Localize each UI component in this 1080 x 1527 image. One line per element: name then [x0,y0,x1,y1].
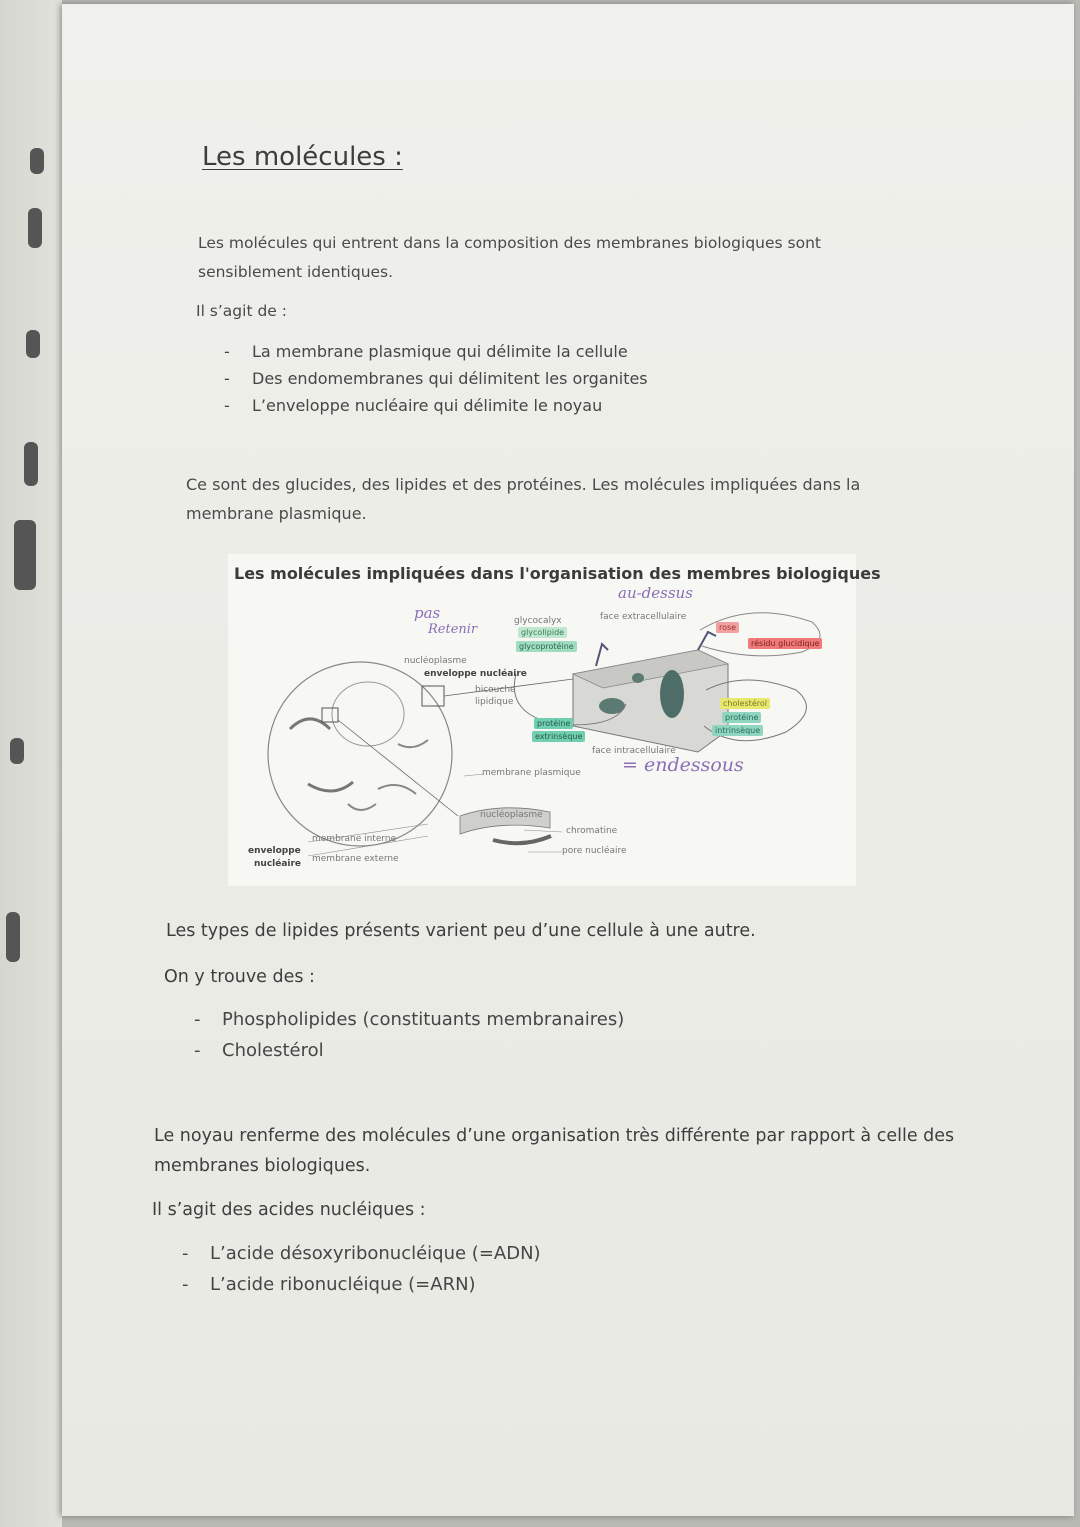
label-rose: rose [716,622,739,633]
organelle [348,804,376,810]
label-glycocalyx: glycocalyx [514,616,562,626]
label-bicouche: bicouche [475,685,516,695]
label-extrinseque: extrinsèque [532,731,585,742]
label-membrane-externe: membrane externe [312,854,399,864]
label-nucleoplasme-detail: nucléoplasme [480,810,543,820]
punch-hole [24,442,38,486]
zoom-line [338,720,458,816]
membrane-list [224,338,648,419]
label-glycolipide: glycolipide [518,627,567,638]
leader-line [464,774,484,776]
organelle [378,785,416,794]
handwritten-note: au-dessus [618,584,693,602]
membrane-figure [228,554,881,886]
section2-line-2: membrane plasmique. [186,504,367,523]
label-enveloppe-nucleaire: enveloppe nucléaire [424,669,527,679]
nucleus-line-2: membranes biologiques. [154,1156,371,1176]
glycolipid-chain [596,644,608,666]
label-chromatine: chromatine [566,826,618,836]
label-nucleoplasme: nucléoplasme [404,656,467,666]
intro-line-2: sensiblement identiques. [198,263,394,281]
handwritten-note: Retenir [428,622,478,637]
section2-paragraph [186,470,860,528]
label-enveloppe: enveloppe [248,846,301,856]
lipids-lead: On y trouve des : [164,967,315,987]
label-residu-glucidique: résidu glucidique [748,638,822,649]
nucleus-paragraph [154,1121,954,1181]
label-face-intracellulaire: face intracellulaire [592,746,676,756]
lipids-paragraph: Les types de lipides présents varient peu d’une cellule à une autre. [166,921,756,941]
list-item: - Phospholipides (constituants membranaires) [194,1009,625,1030]
handwritten-note: = endessous [622,754,744,776]
punch-hole [10,738,24,764]
figure-title: Les molécules impliquées dans l'organisation des membres biologiques [234,564,881,583]
punch-hole [14,520,36,590]
label-lipidique: lipidique [475,697,514,707]
organelle [398,740,428,747]
label-glycoproteine: glycoprotéine [516,641,577,652]
intro-lead: Il s’agit de : [196,302,287,320]
handwritten-note: pas [414,604,441,622]
binder-edge [0,0,62,1527]
list-item: - L’enveloppe nucléaire qui délimite le noyau [224,396,603,415]
label-cholesterol: cholestérol [720,698,770,709]
section2-line-1: Ce sont des glucides, des lipides et des protéines. Les molécules impliquées dans la [186,475,861,494]
label-pore-nucleaire: pore nucléaire [562,846,627,856]
label-nucleaire: nucléaire [254,859,302,869]
label-face-extracellulaire: face extracellulaire [600,612,687,622]
protein [632,673,644,683]
leader-line [524,830,562,832]
label-membrane-interne: membrane interne [312,834,397,844]
intro-line-1: Les molécules qui entrent dans la composition des membranes biologiques sont [198,234,821,252]
list-item: - L’acide désoxyribonucléique (=ADN) [182,1243,541,1264]
punch-hole [30,148,44,174]
cell-outline [268,662,452,846]
punch-hole [28,208,42,248]
punch-hole [6,912,20,962]
organelle [308,782,353,791]
organelle [290,719,330,729]
chromatin [493,836,551,843]
punch-hole [26,330,40,358]
nucleus-lead: Il s’agit des acides nucléiques : [152,1200,426,1220]
list-item: - Cholestérol [194,1040,324,1061]
label-intrinseque: intrinsèque [712,725,763,736]
label-proteine-intrinseque: protéine [722,712,761,723]
list-item: - La membrane plasmique qui délimite la cellule [224,342,628,361]
intro-paragraph [198,229,821,287]
nucleus-line-1: Le noyau renferme des molécules d’une organisation très différente par rapport à celle des [154,1126,955,1146]
zoom-box [322,708,338,722]
label-membrane-plasmique: membrane plasmique [482,768,581,778]
lipids-list [194,1004,625,1066]
nucleus-outline [332,682,404,746]
nucleic-acids-list [182,1238,541,1300]
callout-outline [700,613,820,656]
intrinsic-protein [660,670,684,718]
list-item: - Des endomembranes qui délimitent les organites [224,369,648,388]
label-proteine-extrinseque: protéine [534,718,573,729]
list-item: - L’acide ribonucléique (=ARN) [182,1274,476,1295]
page-title: Les molécules : [202,142,403,172]
